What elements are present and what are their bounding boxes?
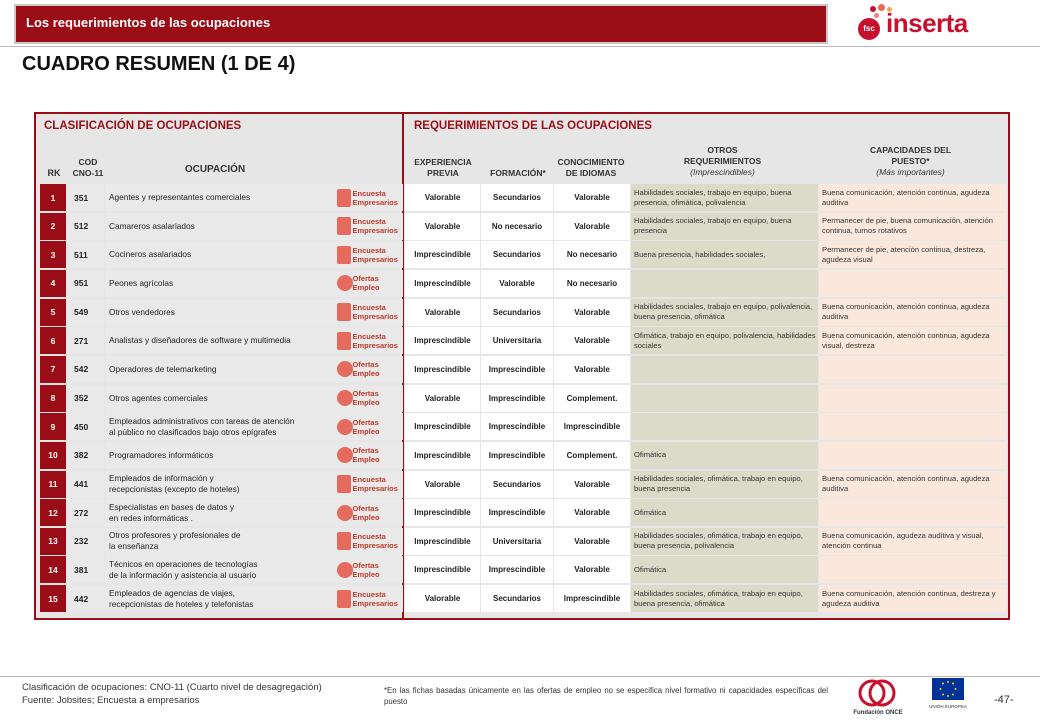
cno-code-cell: 351	[67, 184, 104, 211]
experience-cell: Imprescindible	[405, 327, 480, 354]
capabilities-cell: Permanecer de pie, atención continua, destreza, agudeza visual	[819, 241, 1006, 268]
col-idiomas-line1: CONOCIMIENTO	[557, 157, 625, 167]
section-header-requirements: REQUERIMIENTOS DE LAS OCUPACIONES	[414, 120, 652, 132]
capabilities-cell: Buena comunicación, agudeza auditiva y visual, atención continua	[819, 528, 1006, 555]
cno-code-cell: 441	[67, 471, 104, 498]
rank-cell: 3	[40, 241, 66, 268]
col-experiencia-line1: EXPERIENCIA	[414, 157, 472, 167]
capabilities-cell: Permanecer de pie, buena comunicación, atención continua, turnos rotativos	[819, 213, 1006, 240]
job-offers-icon	[337, 386, 397, 410]
source-label: Ofertas Empleo	[352, 389, 380, 408]
table-row	[40, 213, 1008, 241]
other-requirements-cell: Ofimática	[631, 442, 818, 469]
capabilities-cell	[819, 356, 1006, 383]
table-row	[40, 528, 1008, 556]
banner-title: Los requerimientos de las ocupaciones	[26, 15, 271, 30]
table-row	[40, 471, 1008, 499]
occupation-cell	[105, 270, 330, 297]
experience-cell: Valorable	[405, 299, 480, 326]
cno-code-cell: 352	[67, 385, 104, 412]
table-row	[40, 356, 1008, 384]
occupation-line: Otros profesores y profesionales de	[109, 530, 241, 541]
experience-cell: Valorable	[405, 213, 480, 240]
occupation-line: Técnicos en operaciones de tecnologías	[109, 558, 258, 569]
table-row	[40, 299, 1008, 327]
source-cell	[330, 585, 403, 612]
survey-icon	[337, 186, 397, 210]
table-row	[40, 499, 1008, 527]
education-cell: Imprescindible	[481, 385, 553, 412]
occupation-cell	[105, 442, 330, 469]
col-idiomas-line2: DE IDIOMAS	[565, 168, 617, 178]
education-cell: Imprescindible	[481, 556, 553, 583]
occupation-line: Camareros asalariados	[109, 220, 195, 231]
footer-source: Fuente: Jobsites; Encuesta a empresarios	[22, 695, 200, 706]
source-cell	[330, 356, 403, 383]
col-cod-line2: CNO-11	[72, 168, 104, 178]
occupation-cell	[105, 413, 330, 440]
occupation-line: Otros vendedores	[109, 306, 175, 317]
job-offers-icon	[337, 443, 397, 467]
source-label: Ofertas Empleo	[352, 446, 380, 465]
job-offers-icon	[337, 558, 397, 582]
education-cell: Imprescindible	[481, 442, 553, 469]
col-cod-line1: COD	[78, 157, 98, 167]
capabilities-cell: Buena comunicación, atención continua, agudeza visual, destreza	[819, 327, 1006, 354]
source-label: Encuesta Empresarios	[352, 188, 398, 207]
table-row	[40, 442, 1008, 470]
col-otros-sub: (Imprescindibles)	[690, 167, 755, 177]
experience-cell: Imprescindible	[405, 356, 480, 383]
other-requirements-cell: Ofimática, trabajo en equipo, polivalencia, habilidades sociales	[631, 327, 818, 354]
occupation-cell	[105, 184, 330, 211]
experience-cell: Imprescindible	[405, 241, 480, 268]
survey-icon	[337, 329, 397, 353]
capabilities-cell	[819, 413, 1006, 440]
occupation-line: Otros agentes comerciales	[109, 392, 208, 403]
education-cell: Universitaria	[481, 327, 553, 354]
capabilities-cell	[819, 385, 1006, 412]
occupation-cell	[105, 528, 330, 555]
col-capacidades	[818, 145, 1003, 178]
occupation-line: al público no clasificados bajo otros epígrafes	[109, 426, 277, 437]
rank-cell: 14	[40, 556, 66, 583]
survey-icon	[337, 300, 397, 324]
col-otros	[630, 145, 815, 178]
other-requirements-cell: Ofimática	[631, 556, 818, 583]
languages-cell: Complement.	[554, 385, 630, 412]
experience-cell: Imprescindible	[405, 413, 480, 440]
other-requirements-cell: Buena presencia, habilidades sociales,	[631, 241, 818, 268]
cno-code-cell: 549	[67, 299, 104, 326]
source-cell	[330, 471, 403, 498]
job-offers-icon	[337, 501, 397, 525]
occupation-line: Programadores informáticos	[109, 449, 214, 460]
rank-cell: 6	[40, 327, 66, 354]
cno-code-cell: 442	[67, 585, 104, 612]
education-cell: Secundarios	[481, 585, 553, 612]
job-offers-icon	[337, 415, 397, 439]
fsc-badge: fsc	[858, 18, 880, 40]
languages-cell: Valorable	[554, 213, 630, 240]
occupation-line: recepcionistas (excepto de hoteles)	[109, 484, 240, 494]
source-cell	[330, 442, 403, 469]
experience-cell: Valorable	[405, 184, 480, 211]
survey-icon	[337, 243, 397, 267]
survey-icon	[337, 472, 397, 496]
page-number: -47-	[994, 694, 1014, 706]
occupation-line: la enseñanza	[109, 541, 159, 552]
occupation-line: Empleados de información y	[109, 473, 214, 483]
source-label: Encuesta Empresarios	[352, 475, 398, 493]
table-row	[40, 585, 1008, 613]
rank-cell: 15	[40, 585, 66, 612]
languages-cell: Valorable	[554, 556, 630, 583]
education-cell: Valorable	[481, 270, 553, 297]
other-requirements-cell	[631, 413, 818, 440]
eu-label: UNIÓN EUROPEA	[929, 704, 967, 709]
source-label: Encuesta Empresarios	[352, 217, 398, 236]
source-label: Encuesta Empresarios	[352, 303, 398, 322]
source-cell	[330, 213, 403, 240]
experience-cell: Imprescindible	[405, 499, 480, 526]
once-label: Fundación ONCE	[853, 710, 903, 716]
experience-cell: Imprescindible	[405, 270, 480, 297]
col-capacidades-line1: CAPACIDADES DEL	[869, 145, 952, 155]
source-label: Ofertas Empleo	[352, 274, 380, 293]
occupation-line: Empleados de agencias de viajes,	[109, 587, 235, 598]
source-label: Ofertas Empleo	[352, 417, 380, 436]
other-requirements-cell: Habilidades sociales, trabajo en equipo, polivalencia, buena presencia, ofimática	[631, 299, 818, 326]
education-cell: Secundarios	[481, 471, 553, 498]
occupation-line: Cocineros asalariados	[109, 249, 192, 260]
footer-sources	[22, 681, 322, 707]
source-label: Encuesta Empresarios	[352, 532, 398, 551]
rank-cell: 11	[40, 471, 66, 498]
other-requirements-cell: Habilidades sociales, ofimática, trabajo en equipo, buena presencia, ofimática	[631, 585, 818, 612]
other-requirements-cell	[631, 385, 818, 412]
source-cell	[330, 385, 403, 412]
table-row	[40, 270, 1008, 298]
occupation-line: Empleados administrativos con tareas de atención	[109, 415, 295, 426]
languages-cell: Valorable	[554, 184, 630, 211]
other-requirements-cell: Habilidades sociales, ofimática, trabajo en equipo, buena presencia	[631, 471, 818, 498]
source-cell	[330, 556, 403, 583]
languages-cell: No necesario	[554, 241, 630, 268]
occupation-cell	[105, 385, 330, 412]
capabilities-cell	[819, 270, 1006, 297]
source-cell	[330, 241, 403, 268]
occupation-line: Analistas y diseñadores de software y multimedia	[109, 335, 291, 346]
capabilities-cell: Buena comunicación, atención continua, agudeza auditiva	[819, 299, 1006, 326]
other-requirements-cell	[631, 270, 818, 297]
cno-code-cell: 951	[67, 270, 104, 297]
cno-code-cell: 271	[67, 327, 104, 354]
table-row	[40, 327, 1008, 355]
occupation-cell	[105, 356, 330, 383]
survey-icon	[337, 214, 397, 238]
languages-cell: Complement.	[554, 442, 630, 469]
languages-cell: Valorable	[554, 327, 630, 354]
table-row	[40, 413, 1008, 441]
occupation-cell	[105, 213, 330, 240]
fundacion-once-logo	[846, 678, 910, 718]
occupation-line: Operadores de telemarketing	[109, 363, 217, 374]
education-cell: Imprescindible	[481, 356, 553, 383]
table-row	[40, 184, 1008, 212]
source-label: Ofertas Empleo	[352, 560, 380, 579]
col-cod	[70, 157, 106, 179]
table-row	[40, 556, 1008, 584]
education-cell: Secundarios	[481, 299, 553, 326]
rank-cell: 7	[40, 356, 66, 383]
cno-code-cell: 450	[67, 413, 104, 440]
cno-code-cell: 381	[67, 556, 104, 583]
footer-classification: Clasificación de ocupaciones: CNO-11 (Cuarto nivel de desagregación)	[22, 682, 322, 693]
survey-icon	[337, 529, 397, 553]
languages-cell: No necesario	[554, 270, 630, 297]
capabilities-cell	[819, 556, 1006, 583]
occupation-cell	[105, 471, 330, 498]
occupation-cell	[105, 556, 330, 583]
languages-cell: Valorable	[554, 499, 630, 526]
header-divider	[0, 46, 1040, 47]
other-requirements-cell	[631, 356, 818, 383]
banner	[14, 4, 828, 44]
experience-cell: Valorable	[405, 585, 480, 612]
cno-code-cell: 542	[67, 356, 104, 383]
cno-code-cell: 232	[67, 528, 104, 555]
occupation-line: de la información y asistencia al usuario	[109, 569, 257, 580]
education-cell: Secundarios	[481, 184, 553, 211]
source-label: Ofertas Empleo	[352, 360, 380, 379]
occupation-line: Agentes y representantes comerciales	[109, 192, 251, 202]
languages-cell: Imprescindible	[554, 585, 630, 612]
source-cell	[330, 327, 403, 354]
col-formacion: FORMACIÓN*	[490, 168, 546, 178]
rank-cell: 10	[40, 442, 66, 469]
rank-cell: 5	[40, 299, 66, 326]
source-label: Encuesta Empresarios	[352, 245, 398, 264]
section-header-classification: CLASIFICACIÓN DE OCUPACIONES	[44, 120, 242, 132]
other-requirements-cell: Habilidades sociales, ofimática, trabajo en equipo, buena presencia, polivalencia	[631, 528, 818, 555]
job-offers-icon	[337, 357, 397, 381]
occupation-cell	[105, 299, 330, 326]
other-requirements-cell: Habilidades sociales, trabajo en equipo, buena presencia	[631, 213, 818, 240]
education-cell: Secundarios	[481, 241, 553, 268]
languages-cell: Valorable	[554, 356, 630, 383]
rank-cell: 2	[40, 213, 66, 240]
col-rk: RK	[47, 168, 61, 178]
col-idiomas	[552, 157, 630, 179]
education-cell: Imprescindible	[481, 413, 553, 440]
experience-cell: Valorable	[405, 471, 480, 498]
table-row	[40, 241, 1008, 269]
source-cell	[330, 270, 403, 297]
cno-code-cell: 511	[67, 241, 104, 268]
source-label: Encuesta Empresarios	[352, 589, 398, 608]
col-otros-line2: REQUERIMIENTOS	[683, 156, 762, 166]
occupation-line: Peones agrícolas	[109, 277, 174, 288]
occupation-cell	[105, 585, 330, 612]
source-label: Encuesta Empresarios	[352, 331, 398, 350]
source-cell	[330, 413, 403, 440]
inserta-logo	[858, 4, 1028, 44]
education-cell: Imprescindible	[481, 499, 553, 526]
logo-text: inserta	[886, 8, 968, 38]
page-title: CUADRO RESUMEN (1 DE 4)	[22, 53, 296, 75]
rank-cell: 13	[40, 528, 66, 555]
education-cell: Universitaria	[481, 528, 553, 555]
source-cell	[330, 528, 403, 555]
rank-cell: 9	[40, 413, 66, 440]
experience-cell: Imprescindible	[405, 442, 480, 469]
occupation-cell	[105, 241, 330, 268]
col-experiencia	[406, 157, 480, 179]
capabilities-cell: Buena comunicación, atención continua, agudeza auditiva	[819, 184, 1006, 211]
col-experiencia-line2: PREVIA	[427, 168, 459, 178]
capabilities-cell	[819, 499, 1006, 526]
occupation-line: Especialistas en bases de datos y	[109, 501, 234, 512]
other-requirements-cell: Habilidades sociales, trabajo en equipo, buena presencia, ofimática, polivalencia	[631, 184, 818, 211]
col-ocupacion: OCUPACIÓN	[184, 164, 246, 175]
source-cell	[330, 299, 403, 326]
capabilities-cell: Buena comunicación, atención continua, agudeza auditiva	[819, 471, 1006, 498]
job-offers-icon	[337, 271, 397, 295]
col-capacidades-sub: (Más importantes)	[876, 167, 945, 177]
rank-cell: 4	[40, 270, 66, 297]
source-cell	[330, 184, 403, 211]
languages-cell: Valorable	[554, 299, 630, 326]
cno-code-cell: 512	[67, 213, 104, 240]
rank-cell: 12	[40, 499, 66, 526]
cno-code-cell: 382	[67, 442, 104, 469]
footer-note: *En las fichas basadas únicamente en las ofertas de empleo no se especifica nivel formativo ni capacidades específicas del puesto	[384, 686, 828, 706]
source-label: Ofertas Empleo	[352, 503, 380, 522]
languages-cell: Imprescindible	[554, 413, 630, 440]
cno-code-cell: 272	[67, 499, 104, 526]
capabilities-cell: Buena comunicación, atención continua, destreza y agudeza auditiva	[819, 585, 1006, 612]
languages-cell: Valorable	[554, 471, 630, 498]
capabilities-cell	[819, 442, 1006, 469]
occupation-cell	[105, 499, 330, 526]
survey-icon	[337, 587, 397, 611]
footer-divider	[0, 676, 1040, 677]
occupation-line: recepcionistas de hoteles y telefonistas	[109, 598, 254, 609]
other-requirements-cell: Ofimática	[631, 499, 818, 526]
source-cell	[330, 499, 403, 526]
experience-cell: Imprescindible	[405, 528, 480, 555]
col-otros-line1: OTROS	[707, 145, 738, 155]
eu-flag-logo	[926, 678, 970, 718]
occupation-cell	[105, 327, 330, 354]
rank-cell: 1	[40, 184, 66, 211]
experience-cell: Imprescindible	[405, 556, 480, 583]
experience-cell: Valorable	[405, 385, 480, 412]
occupation-line: en redes informáticas .	[109, 512, 193, 523]
rank-cell: 8	[40, 385, 66, 412]
col-capacidades-line2: PUESTO*	[891, 156, 930, 166]
education-cell: No necesario	[481, 213, 553, 240]
languages-cell: Valorable	[554, 528, 630, 555]
table-row	[40, 385, 1008, 413]
